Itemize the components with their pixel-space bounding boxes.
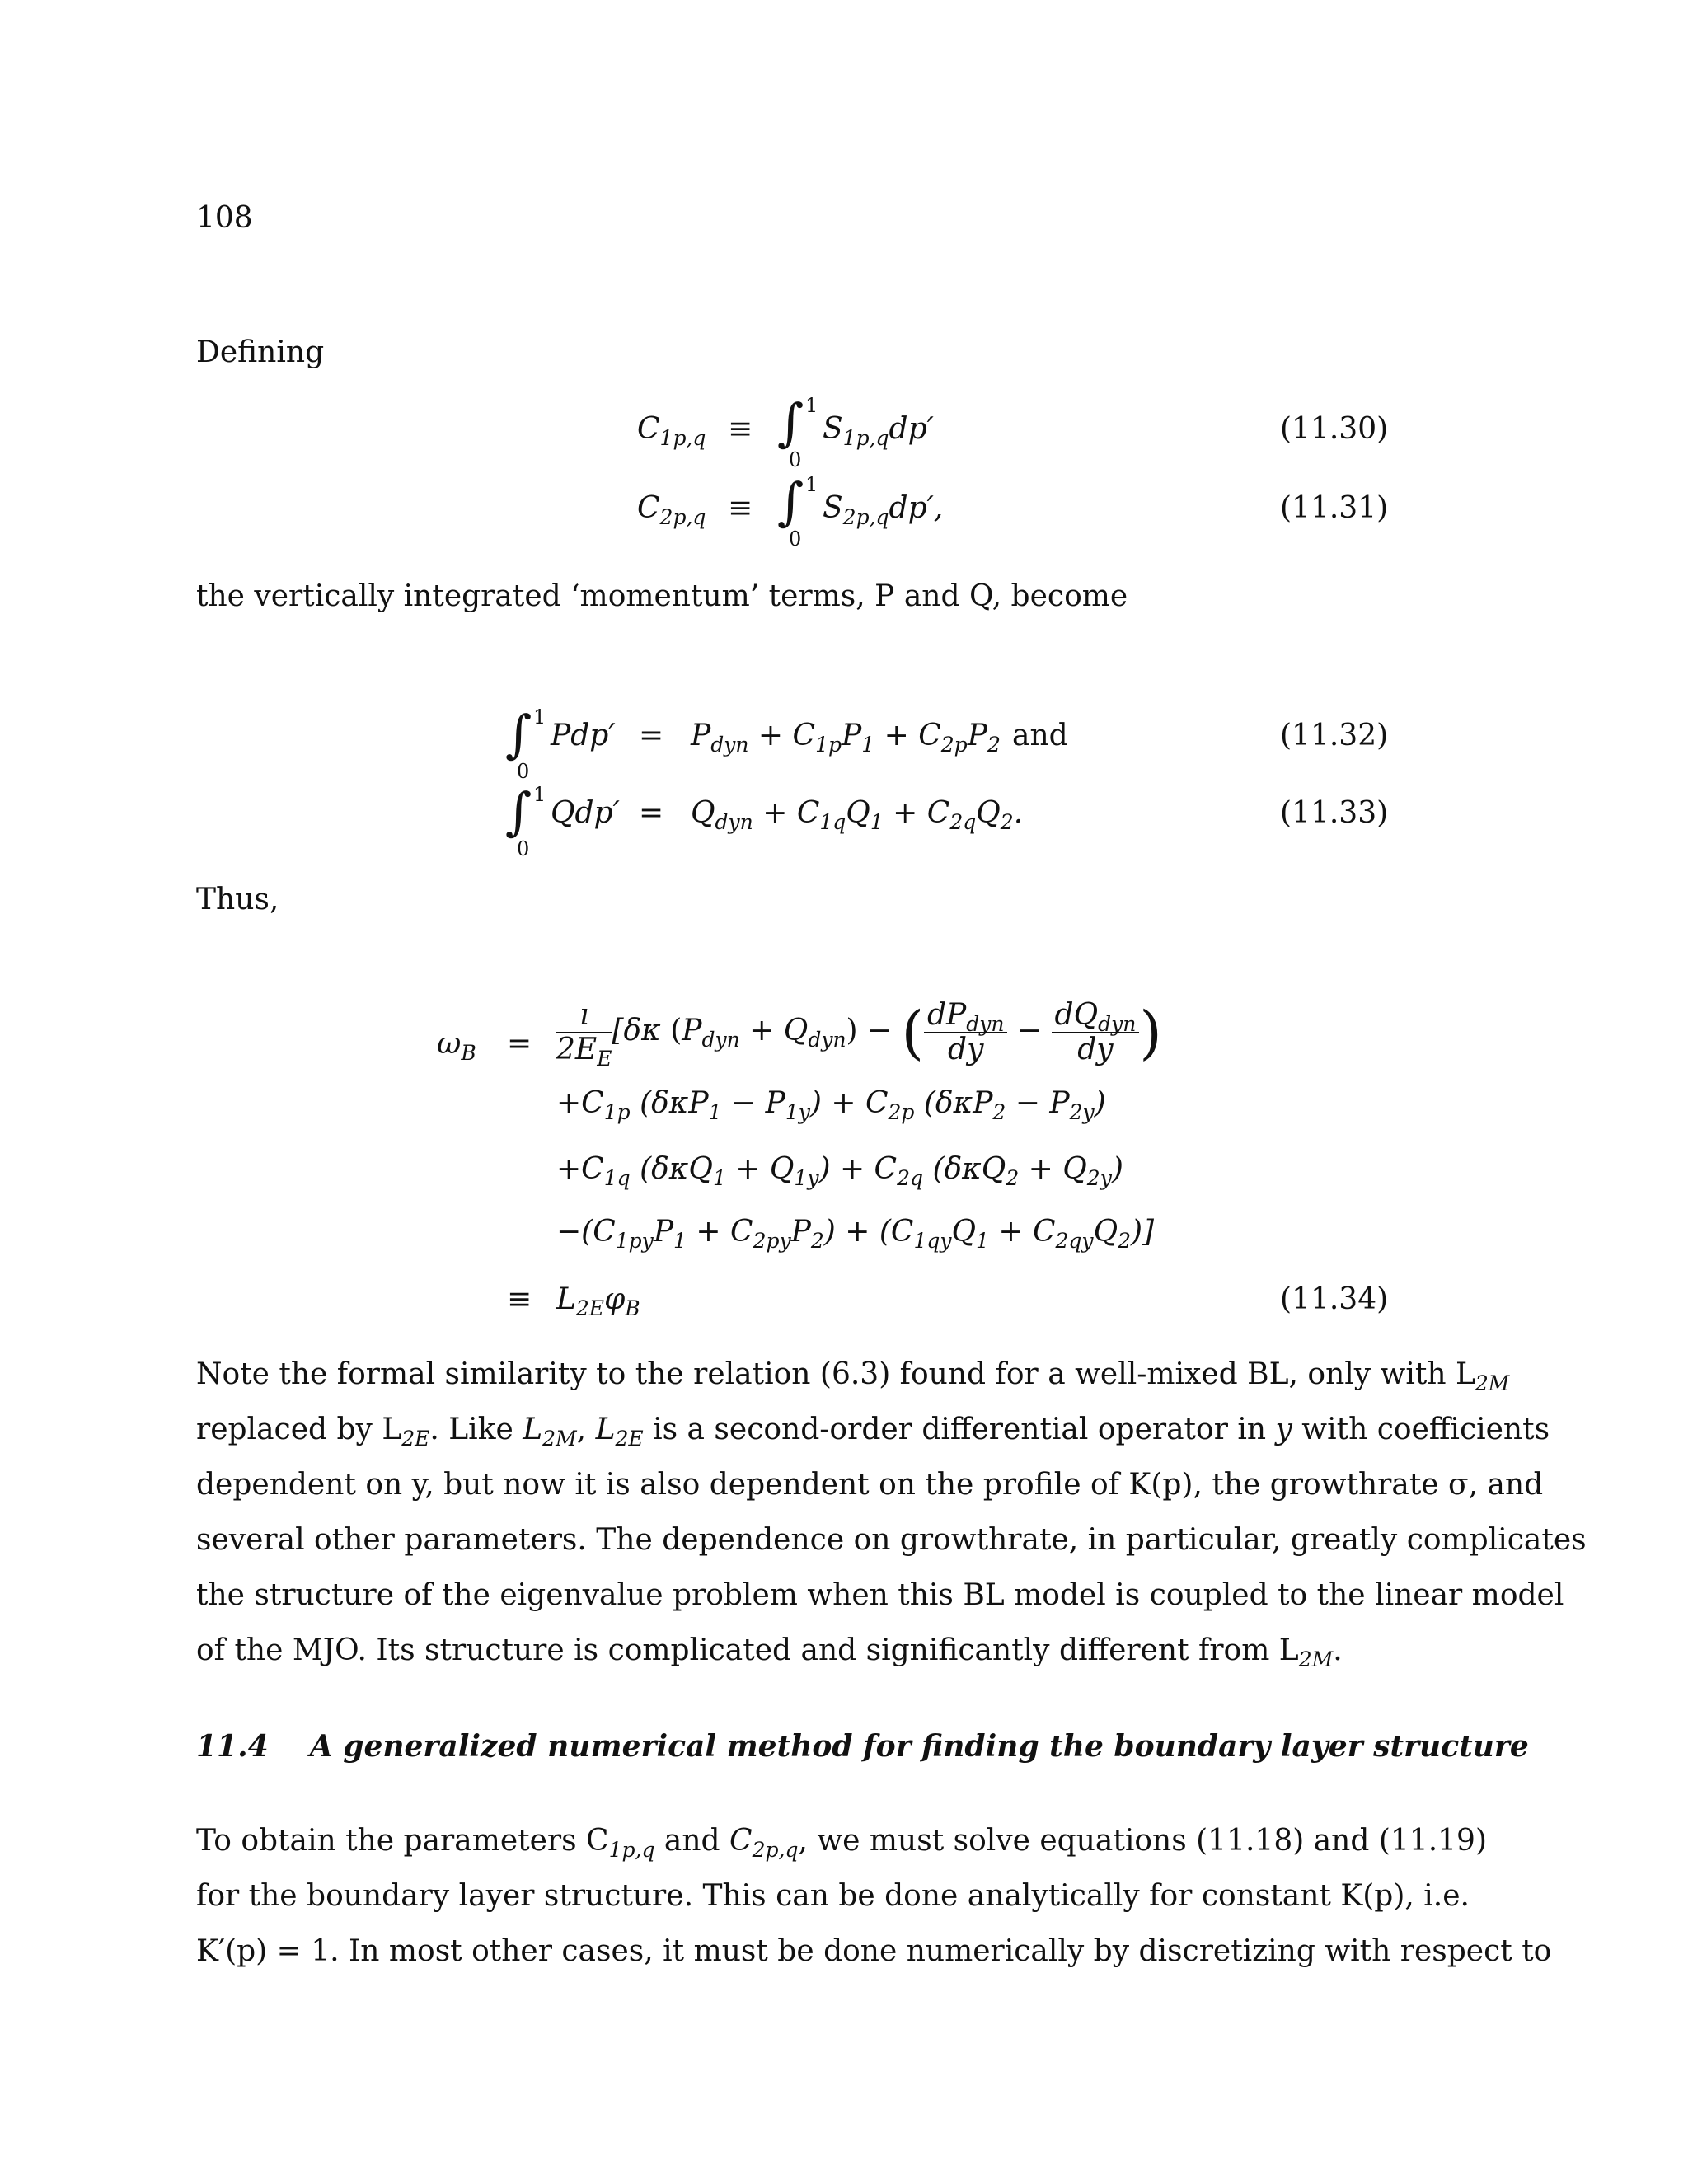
- eq-11-34-line2: $+C_{1p}$ $(\delta\kappa P_1 - P_{1y}) + C_{2p}$ $(\delta\kappa P_2 - P_{2y})$: [556, 1086, 1106, 1125]
- eq-number-11-33: (11.33): [1280, 796, 1389, 830]
- integral-sign: ∫ 1 0: [777, 471, 818, 551]
- eq-11-30-lhs: $C_{1p,q}$: [637, 412, 706, 451]
- eq-11-34-line1: $\frac{ı}{2E_E}$ [δκ $(P_{dyn} + Q_{dyn})$ − ( $\frac{dP_{dyn}}{dy}$ − $\frac{dQ_{dyn}}{dy}$ ): [556, 998, 1162, 1071]
- paragraph-line: Note the formal similarity to the relation (6.3) found for a well-mixed BL, only with $L_{2M}$: [196, 1357, 1510, 1396]
- eq-11-31-lhs: $C_{2p,q}$: [637, 491, 706, 530]
- section-heading: 11.4 A generalized numerical method for finding the boundary layer structure: [196, 1729, 1529, 1764]
- text-become: the vertically integrated ‘momentum’ terms, P and Q, become: [196, 579, 1128, 613]
- eq-11-30-rhs: $S_{1p,q}dp'$: [823, 412, 934, 451]
- paragraph-line: several other parameters. The dependence on growthrate, in particular, greatly complicates: [196, 1523, 1587, 1557]
- eq-11-32-rhs: $P_{dyn} + C_{1p}P_1 + C_{2p}P_2$: [691, 719, 1001, 757]
- eq-11-32-and: and: [1012, 719, 1068, 752]
- paragraph-line: To obtain the parameters $C_{1p,q}$ and $C_{2p,q}$, we must solve equations (11.18) and (11.19): [196, 1824, 1487, 1863]
- integral-sign: ∫ 1 0: [505, 781, 546, 860]
- text-thus: Thus,: [196, 883, 279, 916]
- eq-number-11-31: (11.31): [1280, 491, 1389, 525]
- eq-11-32-rel: =: [639, 719, 664, 752]
- eq-11-33-lhs: Qdp′: [551, 796, 620, 830]
- eq-11-32-lhs: Pdp′: [551, 719, 616, 752]
- eq-11-30-rel: ≡: [728, 412, 753, 446]
- text-defining: Defining: [196, 335, 325, 369]
- paragraph-line: of the MJO. Its structure is complicated and significantly different from $L_{2M}$.: [196, 1633, 1343, 1672]
- eq-11-31-rel: ≡: [728, 491, 753, 525]
- page-number: 108: [196, 201, 253, 235]
- eq-number-11-34: (11.34): [1280, 1282, 1389, 1316]
- eq-number-11-32: (11.32): [1280, 719, 1389, 752]
- paragraph-line: for the boundary layer structure. This can be done analytically for constant K(p), i.e.: [196, 1879, 1470, 1913]
- paragraph-line: dependent on y, but now it is also dependent on the profile of K(p), the growthrate σ, and: [196, 1468, 1544, 1502]
- eq-11-33-rhs: $Q_{dyn} + C_{1q}Q_1 + C_{2q}Q_2$.: [691, 796, 1024, 835]
- eq-11-34-rel: =: [507, 1027, 532, 1061]
- paragraph-line: replaced by $L_{2E}$. Like $L_{2M}$, $L_{2E}$ is a second-order differential operator in y with coefficients: [196, 1413, 1550, 1451]
- eq-11-34-line5-rel: ≡: [507, 1282, 532, 1316]
- eq-11-31-rhs: $S_{2p,q}dp'$,: [823, 491, 944, 530]
- paragraph-line: K′(p) = 1. In most other cases, it must be done numerically by discretizing with respect to: [196, 1934, 1552, 1968]
- integral-sign: ∫ 1 0: [777, 392, 818, 471]
- paragraph-line: the structure of the eigenvalue problem when this BL model is coupled to the linear model: [196, 1578, 1564, 1612]
- eq-11-34-line3: $+C_{1q}$ $(\delta\kappa Q_1 + Q_{1y}) + C_{2q}$ $(\delta\kappa Q_2 + Q_{2y})$: [556, 1152, 1123, 1191]
- eq-number-11-30: (11.30): [1280, 412, 1389, 446]
- eq-11-34-lhs: $\omega_B$: [437, 1027, 476, 1066]
- eq-11-34-line5: $L_{2E}\varphi_B$: [556, 1282, 640, 1321]
- integral-sign: ∫ 1 0: [505, 704, 546, 783]
- eq-11-34-line4: $-(C_{1py}P_1 + C_{2py}P_2) + (C_{1qy}Q_1 + C_{2qy}Q_2)$]: [556, 1215, 1155, 1254]
- eq-11-33-rel: =: [639, 796, 664, 830]
